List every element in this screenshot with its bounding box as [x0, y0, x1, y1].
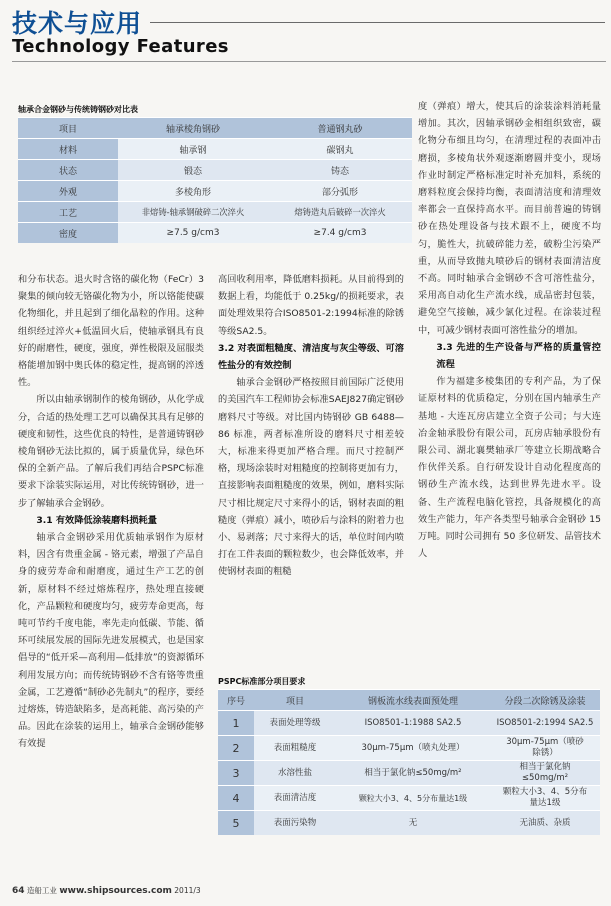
issue-number: 2011/3 — [174, 886, 201, 895]
table-row — [18, 160, 412, 181]
table-cell: 表面污染物 — [254, 811, 336, 836]
table-row-label: 材料 — [18, 139, 118, 160]
magazine-url: www.shipsources.com — [59, 886, 172, 896]
table1-caption: 轴承合金钢砂与传统铸钢砂对比表 — [18, 105, 138, 114]
table-cell: 多棱角形 — [118, 181, 268, 202]
table-cell: 无 — [336, 811, 490, 836]
table-cell: 部分弧形 — [268, 181, 412, 202]
row-number: 2 — [218, 736, 254, 761]
table-header-cell: 普通钢丸砂 — [268, 118, 412, 139]
header-separator — [12, 61, 606, 62]
table-header-cell: 序号 — [218, 690, 254, 711]
column-2 — [218, 271, 404, 581]
table-cell: 水溶性盐 — [254, 761, 336, 786]
table-header-cell: 轴承棱角钢砂 — [118, 118, 268, 139]
row-number: 5 — [218, 811, 254, 836]
column-1 — [18, 271, 204, 753]
table-cell: 表面粗糙度 — [254, 736, 336, 761]
table-header-cell: 项目 — [254, 690, 336, 711]
table-row — [18, 139, 412, 160]
paragraph: 轴承合金钢砂严格按照目前国际广泛使用的美国汽车工程师协会标准SAEJ827确定钢砂磨料尺寸等级。对比国内铸钢砂 GB 6488—86 标准，两者标准所设的磨料尺寸相差较大，标准来得更加严格合理。而尺寸控制严格，现场涂装时对粗糙度的控制将更加有力，直接影响表面粗糙度的效果，例如，磨料实际尺寸相比规定尺寸来得小的话，钢材表面的粗糙度（弹痕）减小，喷砂后与涂料的附着力也小、易剥落；尺寸来得大的话，单位时间内喷打在工件表面的颗粒数少，也会降低效率，并使钢材表面的粗糙 — [218, 377, 404, 578]
table-cell: 表面清洁度 — [254, 786, 336, 811]
table-cell: 熔铸造丸后破碎一次淬火 — [268, 202, 412, 223]
table-row — [218, 761, 600, 786]
table-row — [18, 181, 412, 202]
row-number: 4 — [218, 786, 254, 811]
subheading-3-2: 3.2 对表面粗糙度、清洁度与灰尘等级、可溶性盐分的有效控制 — [218, 342, 404, 372]
column-3 — [418, 98, 601, 562]
table-cell: 相当于氯化钠≤50mg/m² — [336, 761, 490, 786]
magazine-name: 造船工业 — [26, 886, 57, 895]
table-cell: 表面处理等级 — [254, 711, 336, 736]
table-row — [218, 711, 600, 736]
table-cell: 相当于氯化钠≤50mg/m² — [490, 761, 600, 786]
table-row — [218, 811, 600, 836]
table-cell: ISO8501-1:1988 SA2.5 — [336, 711, 490, 736]
row-number: 3 — [218, 761, 254, 786]
table-header-cell: 分段二次除锈及涂装 — [490, 690, 600, 711]
table-cell: ≥7.5 g/cm3 — [118, 223, 268, 244]
table-row-label: 外观 — [18, 181, 118, 202]
table-cell: 轴承钢 — [118, 139, 268, 160]
table-header-cell: 钢板流水线表面预处理 — [336, 690, 490, 711]
paragraph: 所以由轴承钢制作的棱角钢砂，从化学成分，合适的热处理工艺可以确保其具有足够的硬度和韧性，这些优良的特性，是普通铸钢砂棱角钢砂无法比拟的，属于质量优异，绿色环保的全新产品。了解后我们再结合PSPC标准要求下涂装实际运用，对比传统铸钢砂，进一步了解轴承合金钢砂。 — [18, 394, 204, 509]
table-cell: ≥7.4 g/cm3 — [268, 223, 412, 244]
paragraph: 和分布状态。退火时含铬的碳化物（FeCr）3聚集的倾向较无铬碳化物为小，所以铬能使碳化物细化，并且起到了细化晶粒的作用。这种组织经过淬火+低温回火后，使轴承钢具有良好的耐磨性，硬度，强度，弹性极限及屈服类格能增加钢中奥氏体的稳定性，提高钢的淬透性。 — [18, 274, 204, 389]
page-footer — [12, 885, 201, 896]
paragraph: 作为福建多棱集团的专利产品，为了保证原材料的优质稳定，分别在国内轴承生产基地 - 大连瓦房店建立全资子公司；与大连冶金轴承股份有限公司，瓦房店轴承股份有限公司、湖北襄樊轴承厂等建立长期战略合作伙伴关系。自行研发设计自动化程度高的钢砂生产流水线，达到世界先进水平。设备、生产流程电脑化管控，具备规模化的高效生产能力，年产各类型号轴承合金钢砂 15 万吨。同时公司拥有 50 多位研发、品管技术人 — [418, 376, 601, 560]
table-row — [18, 223, 412, 244]
pspc-table — [218, 689, 600, 835]
paragraph: 高回收利用率，降低磨料损耗。从目前得到的数据上看，均能低于 0.25kg/的损耗要求，表面处理效果符合ISO8501-2:1994标准的除锈等级SA2.5。 — [218, 274, 404, 337]
table-row — [18, 202, 412, 223]
paragraph: 度（弹痕）增大，使其后的涂装涂料消耗量增加。其次，因轴承钢砂金相组织致密，碳化物分布细且均匀，在清理过程的表面冲击磨损，多棱角状外观逐渐磨圆并变小，现场作业时制定严格标准定时补充加料，系统的磨料粒度会保持均衡，表面清洁度和清理效率都会一直保持高水平。而目前普遍的铸钢砂在热处理设备与技术跟不上，硬度不均匀，脆性大，抗破碎能力差，破粉尘污染严重，从而导致抛丸喷砂后的钢材表面清洁度不高。同时轴承合金钢砂不含可溶性盐分，采用高自动化生产流水线，成品密封包装，避免空气接触，减少氯化过程。在涂装过程中，可减少钢材表面可溶性盐分的增加。 — [418, 101, 601, 336]
table-row — [218, 736, 600, 761]
paragraph: 轴承合金钢砂采用优质轴承钢作为原材料，因含有贵重金属 - 铬元素，增强了产品自身的疲劳寿命和耐磨度，通过生产工艺的创新，原材料不经过熔炼程序，热处理直接硬化，产品颗粒和硬度均匀，疲劳寿命更高，每吨可节约千度电能，率先走向低碳、节能、循环可续展发展的国际先进发展模式，也是国家倡导的“低开采—高利用—低排放”的资源循环利用发展方向；而传统铸钢砂不含有铬等贵重金属，工艺遵循“制砂必先制丸”的程序，要经过熔炼，铸造缺陷多，是高耗能、高污染的产品。因此在涂装的运用上，轴承合金钢砂能够有效提 — [18, 532, 204, 750]
table-header-row — [218, 690, 600, 711]
table2-caption: PSPC标准部分项目要求 — [218, 677, 306, 686]
header-rule — [150, 22, 605, 23]
table-header-row — [18, 118, 412, 139]
table-cell: 非熔铸-轴承钢破碎二次淬火 — [118, 202, 268, 223]
table-cell: 颗粒大小3、4、5分布量达1级 — [490, 786, 600, 811]
subheading-3-1: 3.1 有效降低涂装磨料损耗量 — [36, 514, 157, 526]
table-row-label: 密度 — [18, 223, 118, 244]
table-cell: 颗粒大小3、4、5分布量达1级 — [336, 786, 490, 811]
subheading-3-3: 3.3 先进的生产设备与严格的质量管控流程 — [436, 341, 601, 371]
table-cell: 30μm-75μm（喷砂除锈） — [490, 736, 600, 761]
table-cell: 无油质、杂质 — [490, 811, 600, 836]
table-row — [218, 786, 600, 811]
table-row-label: 工艺 — [18, 202, 118, 223]
table-row-label: 状态 — [18, 160, 118, 181]
comparison-table — [18, 117, 412, 243]
row-number: 1 — [218, 711, 254, 736]
table-cell: ISO8501-2:1994 SA2.5 — [490, 711, 600, 736]
table-header-cell: 项目 — [18, 118, 118, 139]
table-cell: 碳钢丸 — [268, 139, 412, 160]
table-cell: 铸态 — [268, 160, 412, 181]
table-cell: 锻态 — [118, 160, 268, 181]
page-number: 64 — [12, 886, 25, 896]
table-cell: 30μm-75μm（喷丸处理） — [336, 736, 490, 761]
section-title-en: Technology Features — [12, 36, 229, 57]
section-title-cn: 技术与应用 — [12, 9, 143, 38]
